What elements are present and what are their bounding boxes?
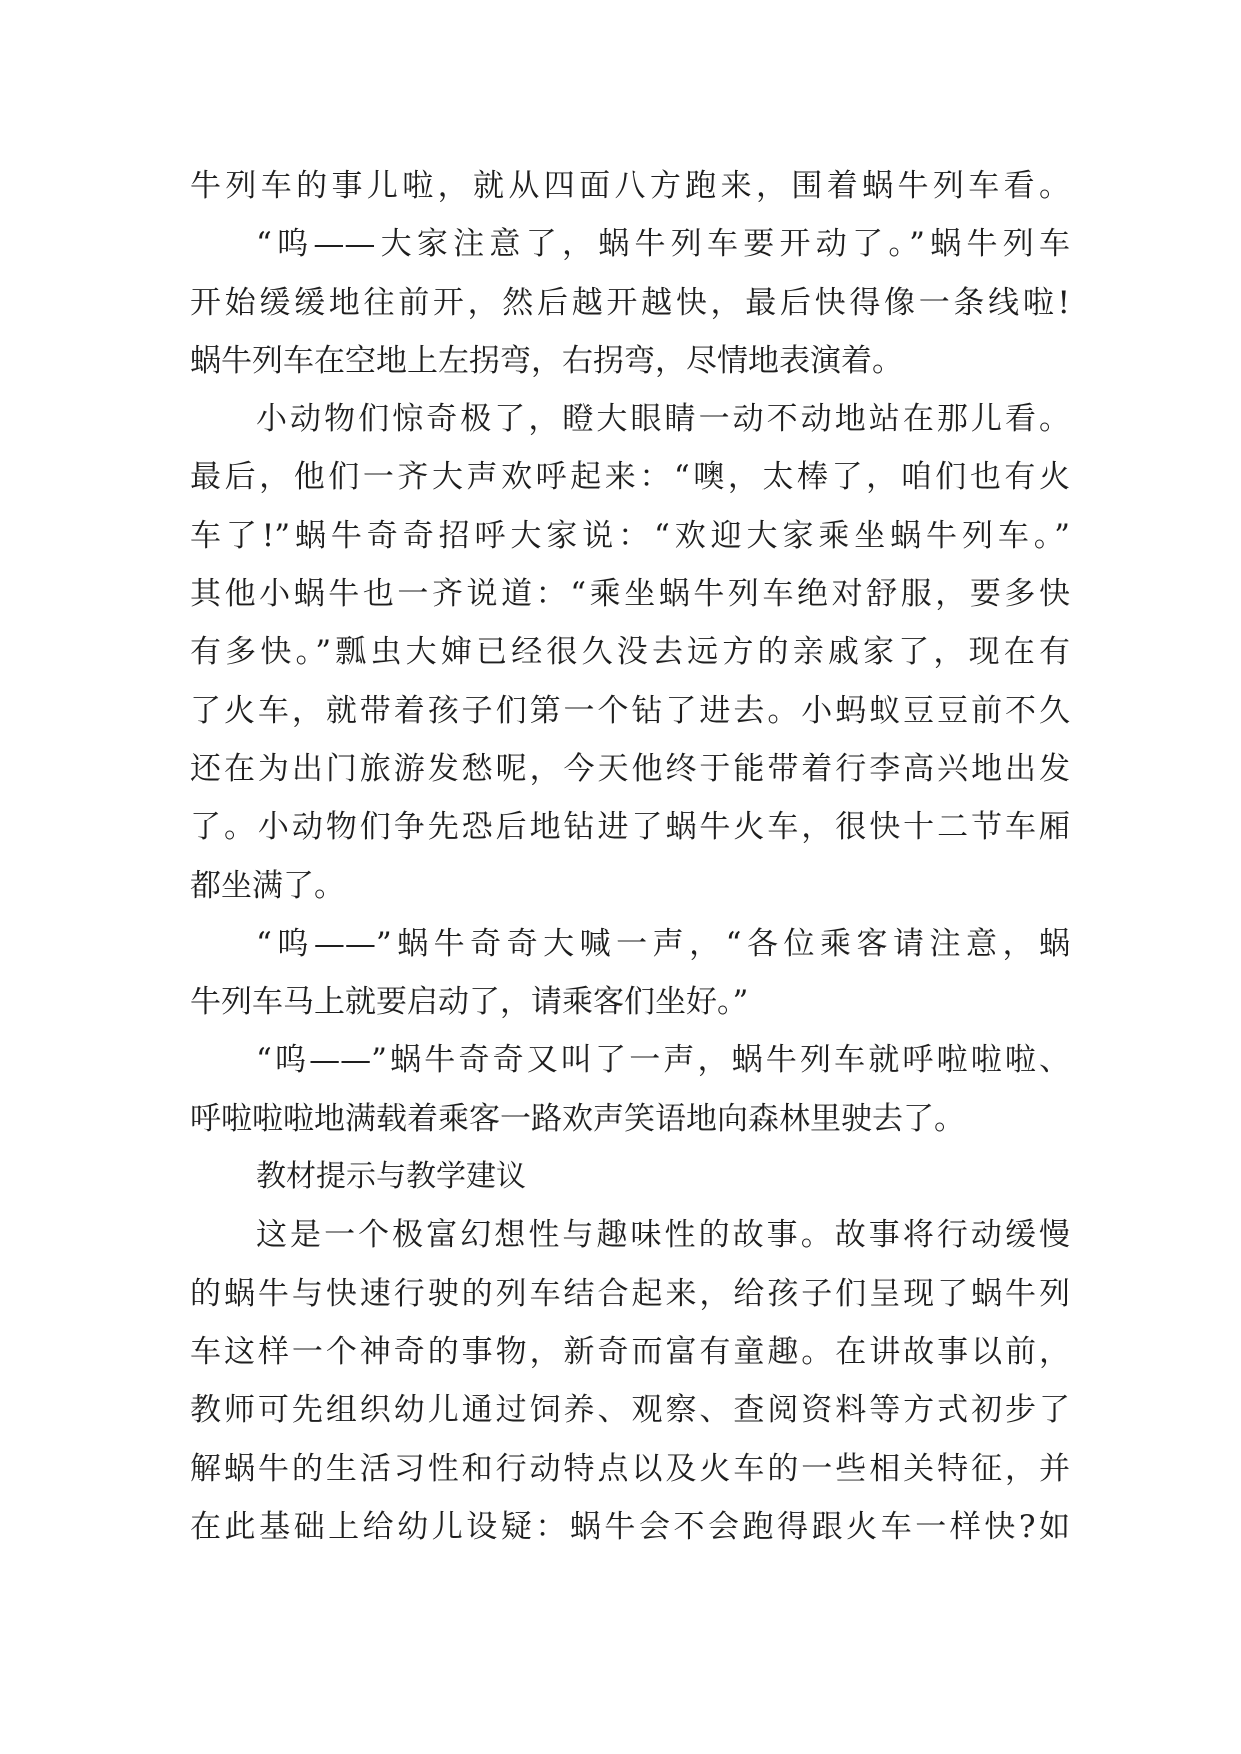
text-line: “呜——”蜗牛奇奇又叫了一声，蜗牛列车就呼啦啦啦、	[256, 1042, 1070, 1079]
text-line: 最后，他们一齐大声欢呼起来：“噢，太棒了，咱们也有火	[190, 459, 1070, 496]
text-line: 解蜗牛的生活习性和行动特点以及火车的一些相关特征，并	[190, 1450, 1070, 1487]
text-line: “呜——”蜗牛奇奇大喊一声，“各位乘客请注意，蜗	[256, 925, 1070, 962]
text-line: 开始缓缓地往前开，然后越开越快，最后快得像一条线啦!	[190, 284, 1070, 321]
text-line: 其他小蜗牛也一齐说道：“乘坐蜗牛列车绝对舒服，要多快	[190, 576, 1070, 613]
text-line: 有多快。”瓢虫大婶已经很久没去远方的亲戚家了，现在有	[190, 634, 1070, 671]
text-line: 这是一个极富幻想性与趣味性的故事。故事将行动缓慢	[256, 1217, 1070, 1254]
text-line: 车这样一个神奇的事物，新奇而富有童趣。在讲故事以前，	[190, 1333, 1070, 1370]
text-line: “呜——大家注意了，蜗牛列车要开动了。”蜗牛列车	[256, 226, 1070, 263]
text-line: 了火车，就带着孩子们第一个钻了进去。小蚂蚁豆豆前不久	[190, 692, 1070, 729]
text-line: 牛列车的事儿啦，就从四面八方跑来，围着蜗牛列车看。	[190, 168, 1070, 204]
text-line: 都坐满了。	[190, 867, 345, 904]
text-line: 的蜗牛与快速行驶的列车结合起来，给孩子们呈现了蜗牛列	[190, 1275, 1070, 1312]
text-line: 呼啦啦啦地满载着乘客一路欢声笑语地向森林里驶去了。	[190, 1100, 965, 1137]
text-line: 蜗牛列车在空地上左拐弯，右拐弯，尽情地表演着。	[190, 342, 903, 379]
text-line: 了。小动物们争先恐后地钻进了蜗牛火车，很快十二节车厢	[190, 809, 1070, 846]
text-line: 教师可先组织幼儿通过饲养、观察、查阅资料等方式初步了	[190, 1392, 1070, 1429]
text-line: 牛列车马上就要启动了，请乘客们坐好。”	[190, 984, 749, 1021]
text-line: 在此基础上给幼儿设疑：蜗牛会不会跑得跟火车一样快?如	[190, 1508, 1070, 1545]
text-line: 还在为出门旅游发愁呢，今天他终于能带着行李高兴地出发	[190, 750, 1070, 787]
document-body	[190, 157, 1070, 1556]
section-heading: 教材提示与教学建议	[256, 1159, 526, 1195]
text-line: 车了!”蜗牛奇奇招呼大家说：“欢迎大家乘坐蜗牛列车。”	[190, 517, 1070, 554]
text-line: 小动物们惊奇极了，瞪大眼睛一动不动地站在那儿看。	[256, 401, 1070, 438]
